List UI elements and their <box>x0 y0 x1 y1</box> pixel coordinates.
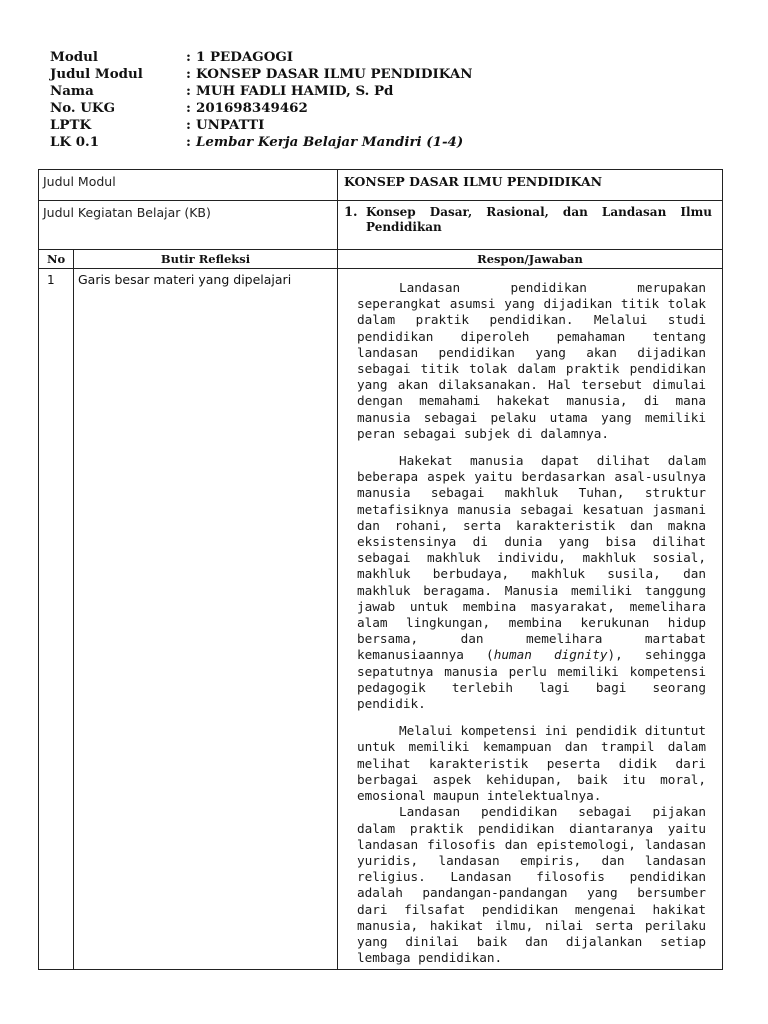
kb-value-cell <box>338 201 723 250</box>
header-value: 1 PEDAGOGI <box>196 49 294 65</box>
kb-value-wrap <box>338 201 722 235</box>
header-label: Nama <box>50 83 94 99</box>
kb-title: Konsep Dasar, Rasional, dan Landasan Ilmu Pendidikan <box>366 205 712 234</box>
paragraph-2-part-1: Hakekat manusia dapat dilihat dalam beberapa aspek yaitu berdasarkan asal-usulnya manusia sebagai makhluk Tuhan, struktur metafisiknya manusia sebagai kesatuan jasmani dan rohani, serta karakteristik dan makna eksistensinya di dunia yang bisa dilihat sebagai makhluk individu, makhluk sosial, makhluk berbudaya, makhluk susila, dan makhluk beragama. Manusia memiliki tanggung jawab untuk membina masyarakat, memelihara alam lingkungan, membina kerukunan hidup bersama, dan memelihara martabat kemanusiaannya ( <box>357 453 706 663</box>
header-label: Judul Modul <box>50 66 143 82</box>
header-row-no-ukg <box>50 100 472 117</box>
header-label: LPTK <box>50 117 92 133</box>
header-colon: : <box>186 134 191 150</box>
butir-cell <box>74 269 338 970</box>
row-number-cell <box>39 269 74 970</box>
butir-text: Garis besar materi yang dipelajari <box>78 272 292 287</box>
row-kegiatan-belajar <box>39 201 723 250</box>
header-value: KONSEP DASAR ILMU PENDIDIKAN <box>196 66 473 82</box>
response-cell <box>338 269 723 970</box>
header-row-modul <box>50 49 472 66</box>
response-paragraph-2 <box>357 453 706 712</box>
header-value: UNPATTI <box>196 117 265 133</box>
header-value: Lembar Kerja Belajar Mandiri (1-4) <box>196 134 464 150</box>
reflection-table <box>38 169 723 970</box>
header-row-lk <box>50 134 472 151</box>
header-value: MUH FADLI HAMID, S. Pd <box>196 83 394 99</box>
col-header-respon: Respon/Jawaban <box>477 252 583 266</box>
col-header-butir-cell <box>74 250 338 269</box>
judul-modul-value: KONSEP DASAR ILMU PENDIDIKAN <box>344 174 603 189</box>
response-text <box>338 269 722 969</box>
header-row-nama <box>50 83 472 100</box>
judul-modul-label: Judul Modul <box>43 174 116 189</box>
header-row-judul-modul <box>50 66 472 83</box>
table-row <box>39 269 723 970</box>
header-label: LK 0.1 <box>50 134 100 150</box>
col-header-no-cell <box>39 250 74 269</box>
col-header-respon-cell <box>338 250 723 269</box>
row-number: 1 <box>47 273 55 287</box>
kb-label: Judul Kegiatan Belajar (KB) <box>43 205 211 220</box>
header-value: 201698349462 <box>196 100 308 116</box>
col-header-butir: Butir Refleksi <box>160 252 251 266</box>
col-header-no: No <box>47 252 66 266</box>
paragraph-2-part-2: ), sehingga sepatutnya manusia perlu memiliki kompetensi pedagogik terlebih lagi bagi seorang pendidik. <box>357 647 706 712</box>
header-label: No. UKG <box>50 100 116 116</box>
header-colon: : <box>186 66 191 82</box>
header-colon: : <box>186 100 191 116</box>
header-colon: : <box>186 117 191 133</box>
table-header-row <box>39 250 723 269</box>
judul-modul-label-cell <box>39 170 338 201</box>
header-row-lptk <box>50 117 472 134</box>
response-paragraph-3: Melalui kompetensi ini pendidik dituntut untuk memiliki kemampuan dan trampil dalam melihat karakteristik peserta didik dari berbagai aspek kehidupan, baik itu moral, emosional maupun intelektualnya. <box>357 723 706 804</box>
header-label: Modul <box>50 49 98 65</box>
kb-number: 1. <box>344 205 358 220</box>
kb-label-cell <box>39 201 338 250</box>
header-colon: : <box>186 83 191 99</box>
row-judul-modul <box>39 170 723 201</box>
human-dignity-term: human dignity <box>493 647 608 663</box>
response-paragraph-4: Landasan pendidikan sebagai pijakan dalam praktik pendidikan diantaranya yaitu landasan filosofis dan epistemologi, landasan yuridis, landasan empiris, dan landasan religius. Landasan filosofis pendidikan adalah pandangan-pandangan yang bersumber dari filsafat pendidikan mengenai hakikat manusia, hakikat ilmu, nilai serta perilaku yang dinilai baik dan dijalankan setiap lembaga pendidikan. <box>357 804 706 966</box>
response-paragraph-1: Landasan pendidikan merupakan seperangkat asumsi yang dijadikan titik tolak dalam praktik pendidikan. Melalui studi pendidikan diperoleh pemahaman tentang landasan pendidikan yang akan dijadikan sebagai titik tolak dalam praktik pendidikan yang akan dilaksanakan. Hal tersebut dimulai dengan memahami hakekat manusia, di mana manusia sebagai pelaku utama yang memiliki peran sebagai subjek di dalamnya. <box>357 280 706 441</box>
module-header <box>50 49 472 151</box>
judul-modul-value-cell <box>338 170 723 201</box>
header-colon: : <box>186 49 191 65</box>
